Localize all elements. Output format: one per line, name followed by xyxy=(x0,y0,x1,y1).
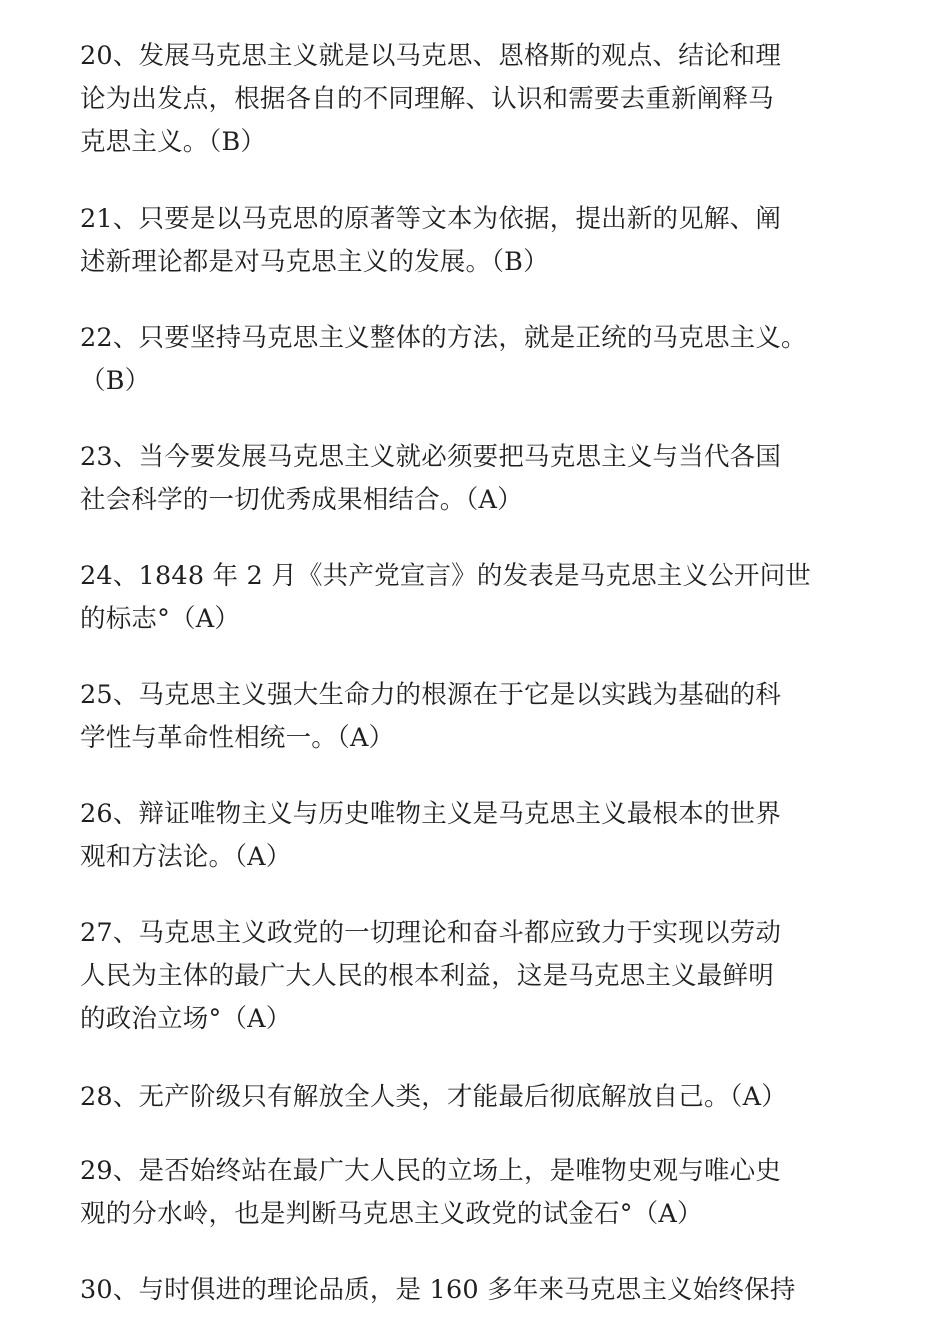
question-30-line-1: 30、与时俱进的理论品质，是 160 多年来马克思主义始终保持 xyxy=(80,1275,796,1305)
question-25-line-1: 25、马克思主义强大生命力的根源在于它是以实践为基础的科 xyxy=(80,680,782,710)
question-23-line-1: 23、当今要发展马克思主义就必须要把马克思主义与当代各国 xyxy=(80,442,782,472)
question-26-line-2: 观和方法论。（A） xyxy=(80,842,292,872)
question-23-line-2: 社会科学的一切优秀成果相结合。（A） xyxy=(80,485,523,515)
question-21-line-1: 21、只要是以马克思的原著等文本为依据，提出新的见解、阐 xyxy=(80,204,782,234)
question-22-line-2: （B） xyxy=(80,366,151,396)
question-21 xyxy=(80,198,781,284)
question-25 xyxy=(80,674,781,760)
question-29-line-1: 29、是否始终站在最广大人民的立场上，是唯物史观与唯心史 xyxy=(80,1156,782,1186)
question-22 xyxy=(80,317,807,403)
question-20 xyxy=(80,35,781,164)
question-24-line-1: 24、1848 年 2 月《共产党宣言》的发表是马克思主义公开问世 xyxy=(80,561,811,591)
question-27 xyxy=(80,912,781,1041)
question-26 xyxy=(80,793,781,879)
question-20-line-2: 论为出发点，根据各自的不同理解、认识和需要去重新阐释马 xyxy=(80,84,774,114)
question-20-line-3: 克思主义。（B） xyxy=(80,127,267,157)
question-27-line-1: 27、马克思主义政党的一切理论和奋斗都应致力于实现以劳动 xyxy=(80,918,782,948)
question-24 xyxy=(80,555,811,641)
question-28 xyxy=(80,1076,787,1119)
question-29 xyxy=(80,1150,781,1236)
question-30 xyxy=(80,1269,796,1312)
question-27-line-3: 的政治立场°（A） xyxy=(80,1004,292,1034)
question-25-line-2: 学性与革命性相统一。（A） xyxy=(80,723,395,753)
question-27-line-2: 人民为主体的最广大人民的根本利益，这是马克思主义最鲜明 xyxy=(80,961,774,991)
question-24-line-2: 的标志°（A） xyxy=(80,604,241,634)
question-28-line-1: 28、无产阶级只有解放全人类，才能最后彻底解放自己。（A） xyxy=(80,1082,787,1112)
question-20-line-1: 20、发展马克思主义就是以马克思、恩格斯的观点、结论和理 xyxy=(80,41,782,71)
question-21-line-2: 述新理论都是对马克思主义的发展。（B） xyxy=(80,247,549,277)
question-23 xyxy=(80,436,781,522)
question-29-line-2: 观的分水岭，也是判断马克思主义政党的试金石°（A） xyxy=(80,1199,703,1229)
question-22-line-1: 22、只要坚持马克思主义整体的方法，就是正统的马克思主义。 xyxy=(80,323,807,353)
question-26-line-1: 26、辩证唯物主义与历史唯物主义是马克思主义最根本的世界 xyxy=(80,799,782,829)
